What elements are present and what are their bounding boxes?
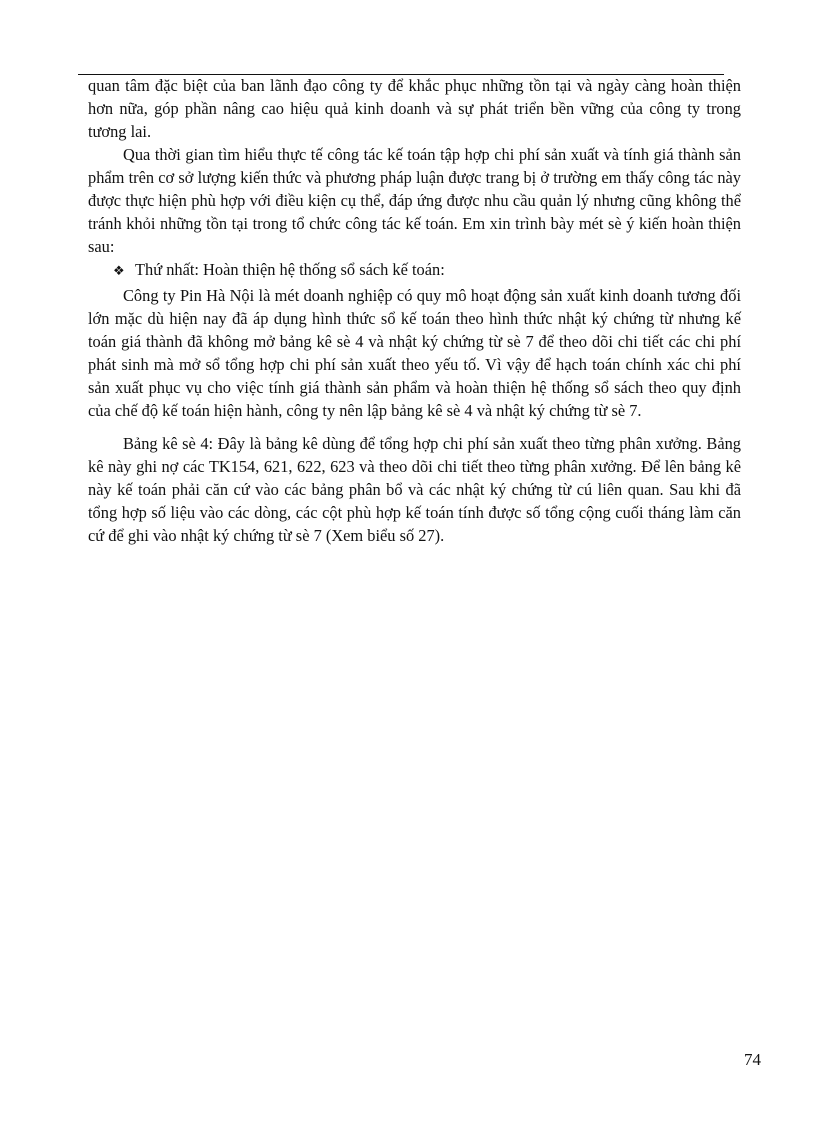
diamond-bullet-icon: ❖ (113, 264, 125, 279)
bullet-heading (88, 258, 741, 283)
document-body (88, 74, 741, 547)
paragraph-introduction: Qua thời gian tìm hiểu thực tế công tác kế toán tập hợp chi phí sản xuất và tính giá thành sản phẩm trên cơ sở lượng kiến thức và phương pháp luận được trang bị ở trường em thấy công tác này được thực hiện phù hợp với điều kiện cụ thể, đáp ứng được nhu cầu quản lý nhưng cũng không thể tránh khỏi những tồn tại trong tổ chức công tác kế toán. Em xin trình bày mét sè ý kiến hoàn thiện sau: (88, 145, 741, 256)
bullet-heading-text: Thứ nhất: Hoàn thiện hệ thống sổ sách kế toán: (135, 260, 445, 279)
paragraph-continuation: quan tâm đặc biệt của ban lãnh đạo công ty để khắc phục những tồn tại và ngày càng hoàn thiện hơn nữa, góp phần nâng cao hiệu quả kinh doanh và sự phát triển bền vững của công ty trong tương lai. (88, 76, 741, 141)
paragraph-company: Công ty Pin Hà Nội là mét doanh nghiệp có quy mô hoạt động sản xuất kinh doanh tương đối lớn mặc dù hiện nay đã áp dụng hình thức sổ kế toán theo hình thức nhật ký chứng từ nhưng kế toán giá thành đã không mở bảng kê sè 4 và nhật ký chứng từ sè 7 để theo dõi chi tiết các chi phí phát sinh mà mở sổ tổng hợp chi phí sản xuất theo yếu tố. Vì vậy để hạch toán chính xác chi phí sản xuất phục vụ cho việc tính giá thành sản phẩm và hoàn thiện hệ thống sổ sách theo quy định của chế độ kế toán hiện hành, công ty nên lập bảng kê sè 4 và nhật ký chứng từ sè 7. (88, 286, 741, 420)
paragraph-bang-ke: Bảng kê sè 4: Đây là bảng kê dùng để tổng hợp chi phí sản xuất theo từng phân xưởng. Bảng kê này ghi nợ các TK154, 621, 622, 623 và theo dõi chi tiết theo từng phân xưởng. Để lên bảng kê này kế toán phải căn cứ vào các bảng phân bổ và các nhật ký chứng từ cú liên quan. Sau khi đã tổng hợp số liệu vào các dòng, các cột phù hợp kế toán tính được số tổng cộng cuối tháng làm căn cứ để ghi vào nhật ký chứng từ sè 7 (Xem biểu số 27). (88, 434, 741, 545)
page-number: 74 (744, 1050, 761, 1069)
